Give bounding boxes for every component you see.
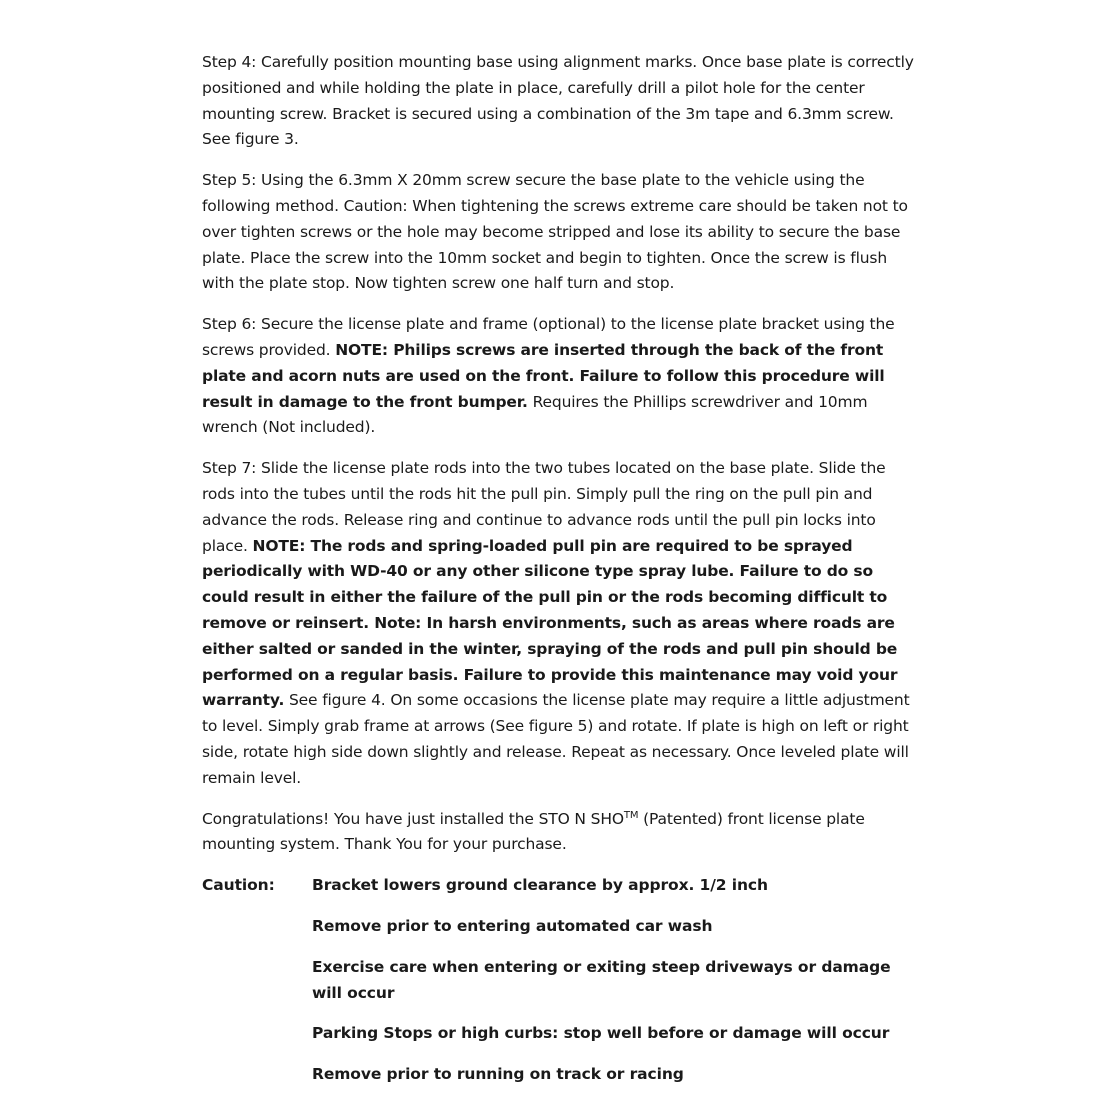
- caution-item: Remove prior to running on track or racing: [312, 1065, 684, 1084]
- congratulations-lead: Congratulations! You have just installed the STO N SHO: [202, 809, 624, 828]
- caution-list: [202, 873, 920, 1088]
- step-5-paragraph: [202, 168, 920, 297]
- step-7-tail: See figure 4. On some occasions the license plate may require a little adjustment to level. Simply grab frame at arrows (See figure 5) and rotate. If plate is high on left or right side, rotate high side down slightly and release. Repeat as necessary. Once leveled plate will remain level.: [202, 691, 910, 787]
- step-6-lead: Step 6: Secure the license plate and frame (optional) to the license plate bracket using the screws provided.: [202, 315, 895, 359]
- step-5-text: Step 5: Using the 6.3mm X 20mm screw secure the base plate to the vehicle using the following method. Caution: When tightening the screws extreme care should be taken not to over tighten screws or the hole may become stripped and lose its ability to secure the base plate. Place the screw into the 10mm socket and begin to tighten. Once the screw is flush with the plate stop. Now tighten screw one half turn and stop.: [202, 171, 908, 293]
- step-7-lead: Step 7: Slide the license plate rods into the two tubes located on the base plate. Slide the rods into the tubes until the rods hit the pull pin. Simply pull the ring on the pull pin and advance the rods. Release ring and continue to advance rods until the pull pin locks into place.: [202, 459, 886, 555]
- step-4-text: Step 4: Carefully position mounting base using alignment marks. Once base plate is correctly positioned and while holding the plate in place, carefully drill a pilot hole for the center mounting screw. Bracket is secured using a combination of the 3m tape and 6.3mm screw. See figure 3.: [202, 53, 914, 149]
- caution-label-spacer: [202, 1021, 312, 1047]
- caution-label-spacer: [202, 914, 312, 940]
- step-6-tail: Requires the Phillips screwdriver and 10mm wrench (Not included).: [202, 392, 868, 437]
- caution-row: [202, 1062, 920, 1088]
- document-page: [202, 50, 920, 1103]
- caution-item: Remove prior to entering automated car wash: [312, 916, 713, 935]
- congratulations-tail: (Patented) front license plate mounting system. Thank You for your purchase.: [202, 809, 865, 854]
- caution-row: [202, 1021, 920, 1047]
- caution-label-spacer: [202, 1062, 312, 1088]
- caution-label-spacer: [202, 955, 312, 1007]
- caution-item: Parking Stops or high curbs: stop well before or damage will occur: [312, 1024, 890, 1043]
- caution-item: Bracket lowers ground clearance by approx. 1/2 inch: [312, 876, 768, 895]
- step-6-paragraph: [202, 312, 920, 441]
- trademark-mark: TM: [623, 809, 639, 821]
- caution-label: Caution:: [202, 876, 275, 895]
- step-6-note: NOTE: Philips screws are inserted through the back of the front plate and acorn nuts are used on the front. Failure to follow this procedure will result in damage to the front bumper.: [202, 340, 885, 411]
- caution-row: [202, 873, 920, 899]
- congratulations-paragraph: [202, 807, 920, 859]
- caution-row: [202, 914, 920, 940]
- caution-row: [202, 955, 920, 1007]
- step-7-note: NOTE: The rods and spring-loaded pull pin are required to be sprayed periodically with WD-40 or any other silicone type spray lube. Failure to do so could result in either the failure of the pull pin or the rods becoming difficult to remove or reinsert. Note: In harsh environments, such as areas where roads are either salted or sanded in the winter, spraying of the rods and pull pin should be performed on a regular basis. Failure to provide this maintenance may void your warranty.: [202, 536, 898, 710]
- step-4-paragraph: [202, 50, 920, 153]
- caution-item: Exercise care when entering or exiting steep driveways or damage will occur: [312, 957, 891, 1002]
- step-7-paragraph: [202, 456, 920, 791]
